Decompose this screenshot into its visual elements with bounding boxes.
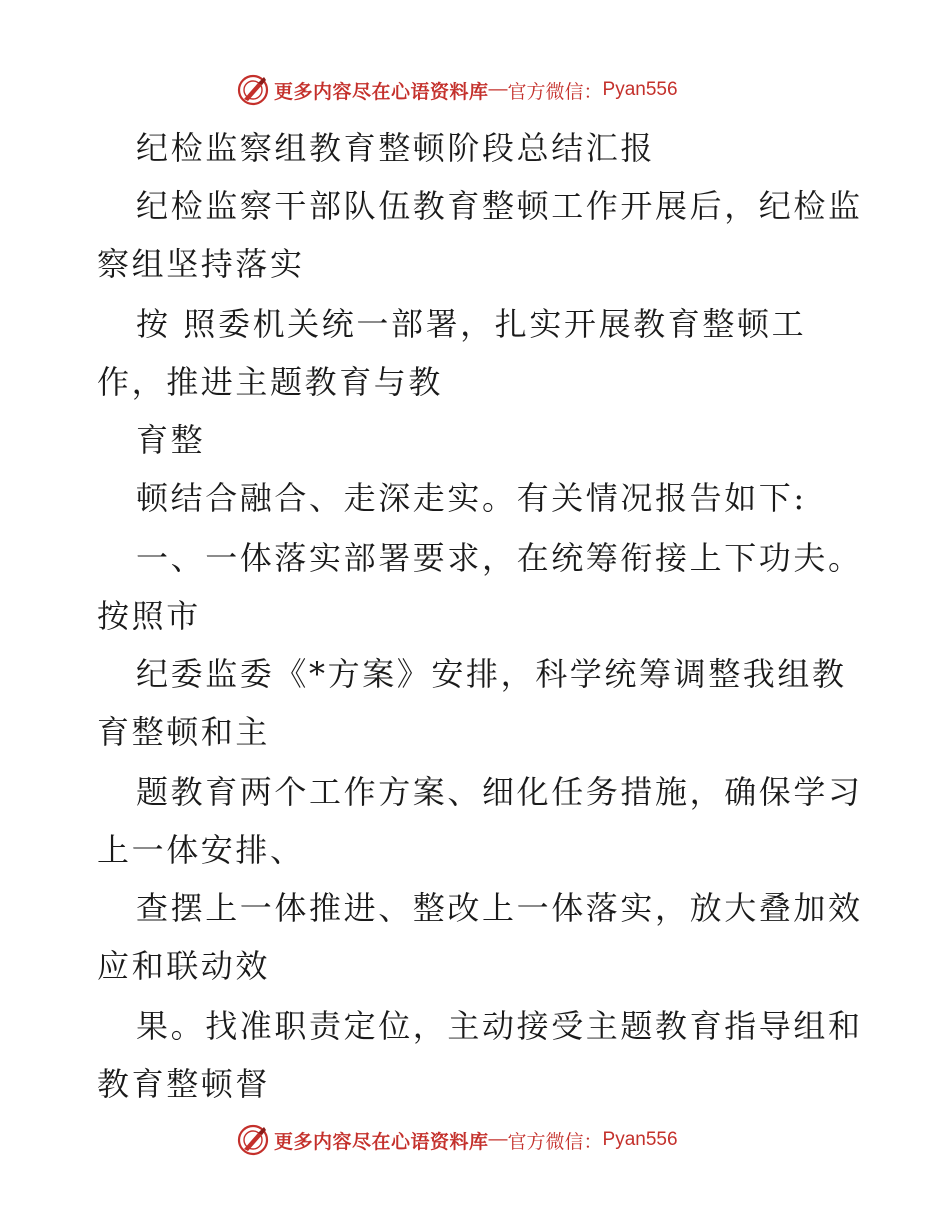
text-line: 果。找准职责定位，主动接受主题教育指导组和: [136, 1007, 863, 1045]
text-line: 按 照委机关统一部署，扎实开展教育整顿工: [136, 305, 807, 343]
banner-separator: —: [488, 79, 508, 100]
text-line: 题教育两个工作方案、细化任务措施，确保学习: [136, 773, 863, 811]
text-line: 查摆上一体推进、整改上一体落实，放大叠加效: [136, 889, 863, 927]
text-line: 育整顿和主: [97, 713, 271, 751]
banner-wechat-id: Pyan556: [602, 1129, 678, 1150]
banner-wechat-id: Pyan556: [602, 79, 678, 100]
logo-icon: [236, 1123, 270, 1157]
text-line: 按照市: [97, 597, 201, 635]
text-line: 教育整顿督: [97, 1065, 271, 1103]
text-line: 顿结合融合、走深走实。有关情况报告如下:: [136, 479, 807, 517]
header-banner: [236, 72, 678, 108]
text-line: 育整: [136, 421, 206, 459]
text-line: 一、一体落实部署要求，在统筹衔接上下功夫。: [136, 539, 863, 577]
banner-separator: —: [488, 1129, 508, 1150]
banner-label: 官方微信：: [507, 80, 603, 103]
text-line: 纪检监察干部队伍教育整顿工作开展后，纪检监: [136, 187, 863, 225]
text-line: 作，推进主题教育与教: [97, 363, 444, 401]
banner-text: 更多内容尽在心语资料库: [274, 1130, 489, 1153]
banner-text: 更多内容尽在心语资料库: [274, 80, 489, 103]
text-line: 上一体安排、: [97, 831, 305, 869]
logo-icon: [236, 73, 270, 107]
document-title: 纪检监察组教育整顿阶段总结汇报: [136, 129, 656, 167]
banner-label: 官方微信：: [507, 1130, 603, 1153]
text-line: 纪委监委《*方案》安排，科学统筹调整我组教: [136, 655, 847, 693]
text-line: 应和联动效: [97, 947, 271, 985]
footer-banner: [236, 1122, 678, 1158]
text-line: 察组坚持落实: [97, 245, 305, 283]
